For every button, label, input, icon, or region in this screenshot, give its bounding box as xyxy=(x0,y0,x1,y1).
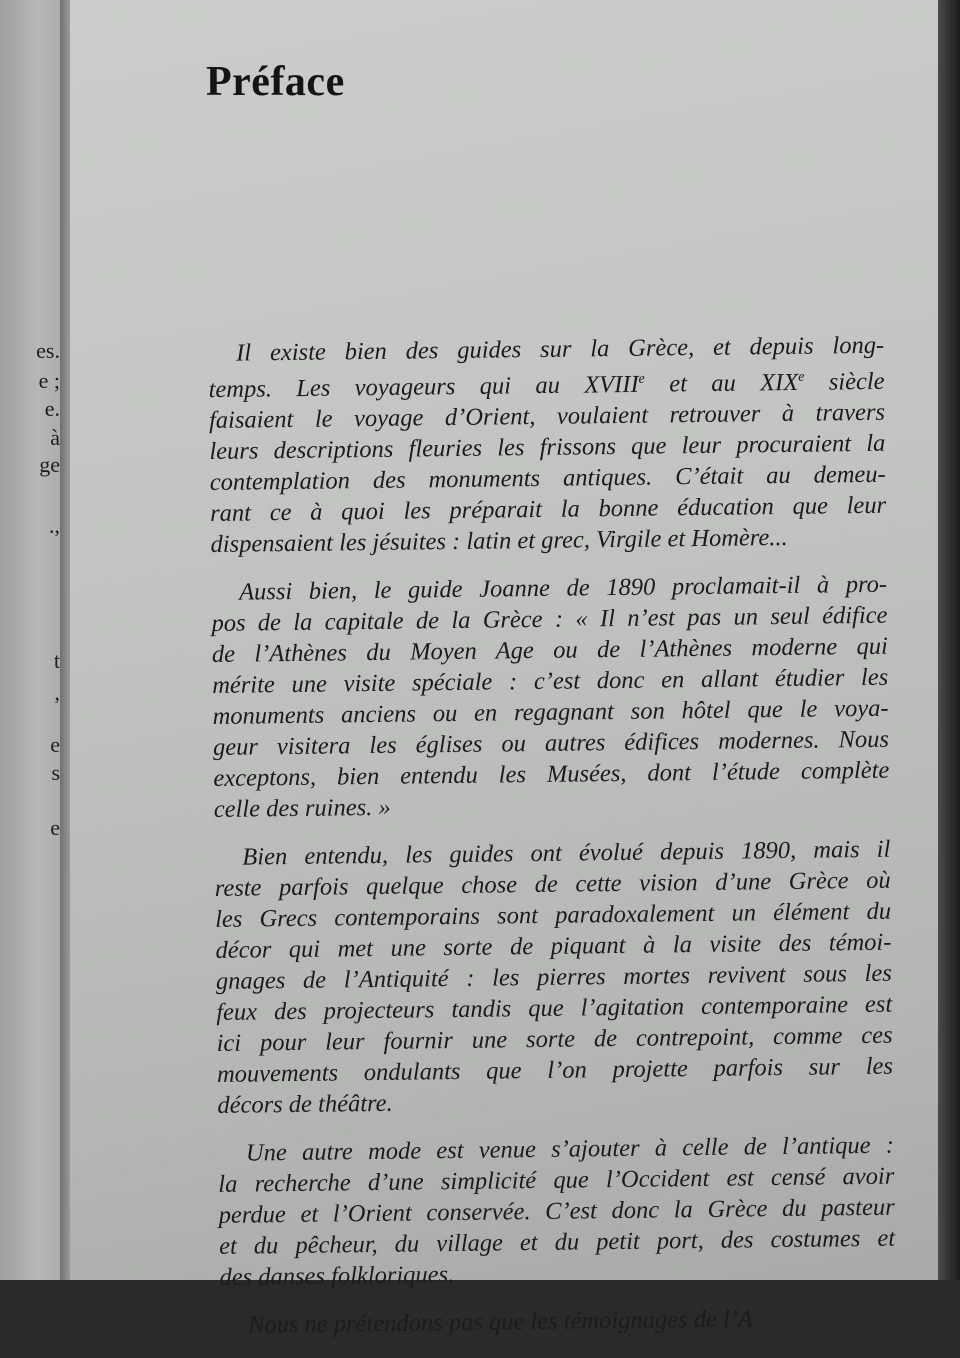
previous-page-edge xyxy=(0,0,64,1280)
text-line: contemplation des monuments antiques. C’était au demeu- xyxy=(209,460,886,497)
paragraph xyxy=(218,1130,896,1293)
text-line: leurs descriptions fleuries les frissons que leur procuraient la xyxy=(209,429,886,466)
background-edge xyxy=(938,0,960,1280)
text-line: ici pour leur fournir une sorte de contrepoint, comme ces xyxy=(216,1021,893,1058)
previous-page-text-fragment: es. xyxy=(36,338,60,363)
text-line: geur visitera les églises ou autres édifices modernes. Nous xyxy=(212,725,890,762)
previous-page-text-fragment: ge xyxy=(39,452,60,477)
previous-page-text-fragment: e ; xyxy=(38,368,60,393)
text-line: mérite une visite spéciale : c’est donc en allant étudier les xyxy=(212,663,889,700)
paragraph xyxy=(211,569,890,825)
text-line: faisaient le voyage d’Orient, voulaient retrouver à travers xyxy=(208,398,886,435)
text-line: Une autre mode est venue s’ajouter à celle de l’antique : xyxy=(245,1131,895,1167)
previous-page-text-fragment: s xyxy=(51,760,60,785)
text-line: celle des ruines. » xyxy=(213,793,391,824)
text-line: Nous ne prétendons pas que les témoignages de l’A xyxy=(247,1305,754,1339)
text-line: les Grecs contemporains sont paradoxalement un élément du xyxy=(214,897,892,934)
paragraph xyxy=(214,834,893,1121)
previous-page-text-fragment: t xyxy=(53,648,60,673)
previous-page-text-fragment: e xyxy=(50,732,60,757)
text-line: décor qui met une sorte de piquant à la visite des témoi- xyxy=(215,928,892,965)
text-line: décors de théâtre. xyxy=(217,1089,393,1120)
text-line: reste parfois quelque chose de cette vision d’une Grèce où xyxy=(214,866,891,903)
text-line: Il existe bien des guides sur la Grèce, et depuis long- xyxy=(236,331,885,367)
previous-page-text-fragment: ., xyxy=(49,513,60,538)
previous-page-text-fragment: e. xyxy=(44,396,60,421)
previous-page-text-fragment: e xyxy=(50,815,60,840)
text-line: de l’Athènes du Moyen Age ou de l’Athènes moderne qui xyxy=(211,632,888,669)
previous-page-text-fragment: à xyxy=(50,425,60,450)
text-line: monuments anciens ou en regagnant son hôtel que le voya- xyxy=(212,694,889,731)
text-line: dispensaient les jésuites : latin et grec, Virgile et Homère... xyxy=(210,524,788,559)
text-line: la recherche d’une simplicité que l’Occident est censé avoir xyxy=(218,1162,895,1199)
text-line: mouvements ondulants que l’on projette parfois sur les xyxy=(216,1052,894,1089)
text-line: rant ce à quoi les préparait la bonne éducation que leur xyxy=(209,491,887,528)
text-line: gnages de l’Antiquité : les pierres mortes revivent sous les xyxy=(215,959,892,996)
text-line: et du pêcheur, du village et du petit port, des costumes et xyxy=(218,1224,896,1261)
paragraph xyxy=(220,1302,896,1341)
book-page xyxy=(70,0,940,1339)
text-line: exceptons, bien entendu les Musées, dont l’étude complète xyxy=(213,756,890,793)
text-line: Aussi bien, le guide Joanne de 1890 proclamait-il à pro- xyxy=(238,570,888,606)
paragraph xyxy=(208,330,887,560)
text-line: Bien entendu, les guides ont évolué depuis 1890, mais il xyxy=(242,835,891,871)
previous-page-text-fragment: , xyxy=(54,680,60,705)
text-line: pos de la capitale de la Grèce : « Il n’est pas un seul édifice xyxy=(211,601,888,638)
text-line: perdue et l’Orient conservée. C’est donc la Grèce du pasteur xyxy=(218,1193,895,1230)
text-line: feux des projecteurs tandis que l’agitation contemporaine est xyxy=(216,990,893,1027)
page-title: Préface xyxy=(206,59,345,105)
text-line: temps. Les voyageurs qui au XVIIIe et au XIXe siècle xyxy=(208,367,885,404)
preface-body xyxy=(208,330,896,1358)
text-line: des danses folkloriques. xyxy=(219,1261,455,1292)
